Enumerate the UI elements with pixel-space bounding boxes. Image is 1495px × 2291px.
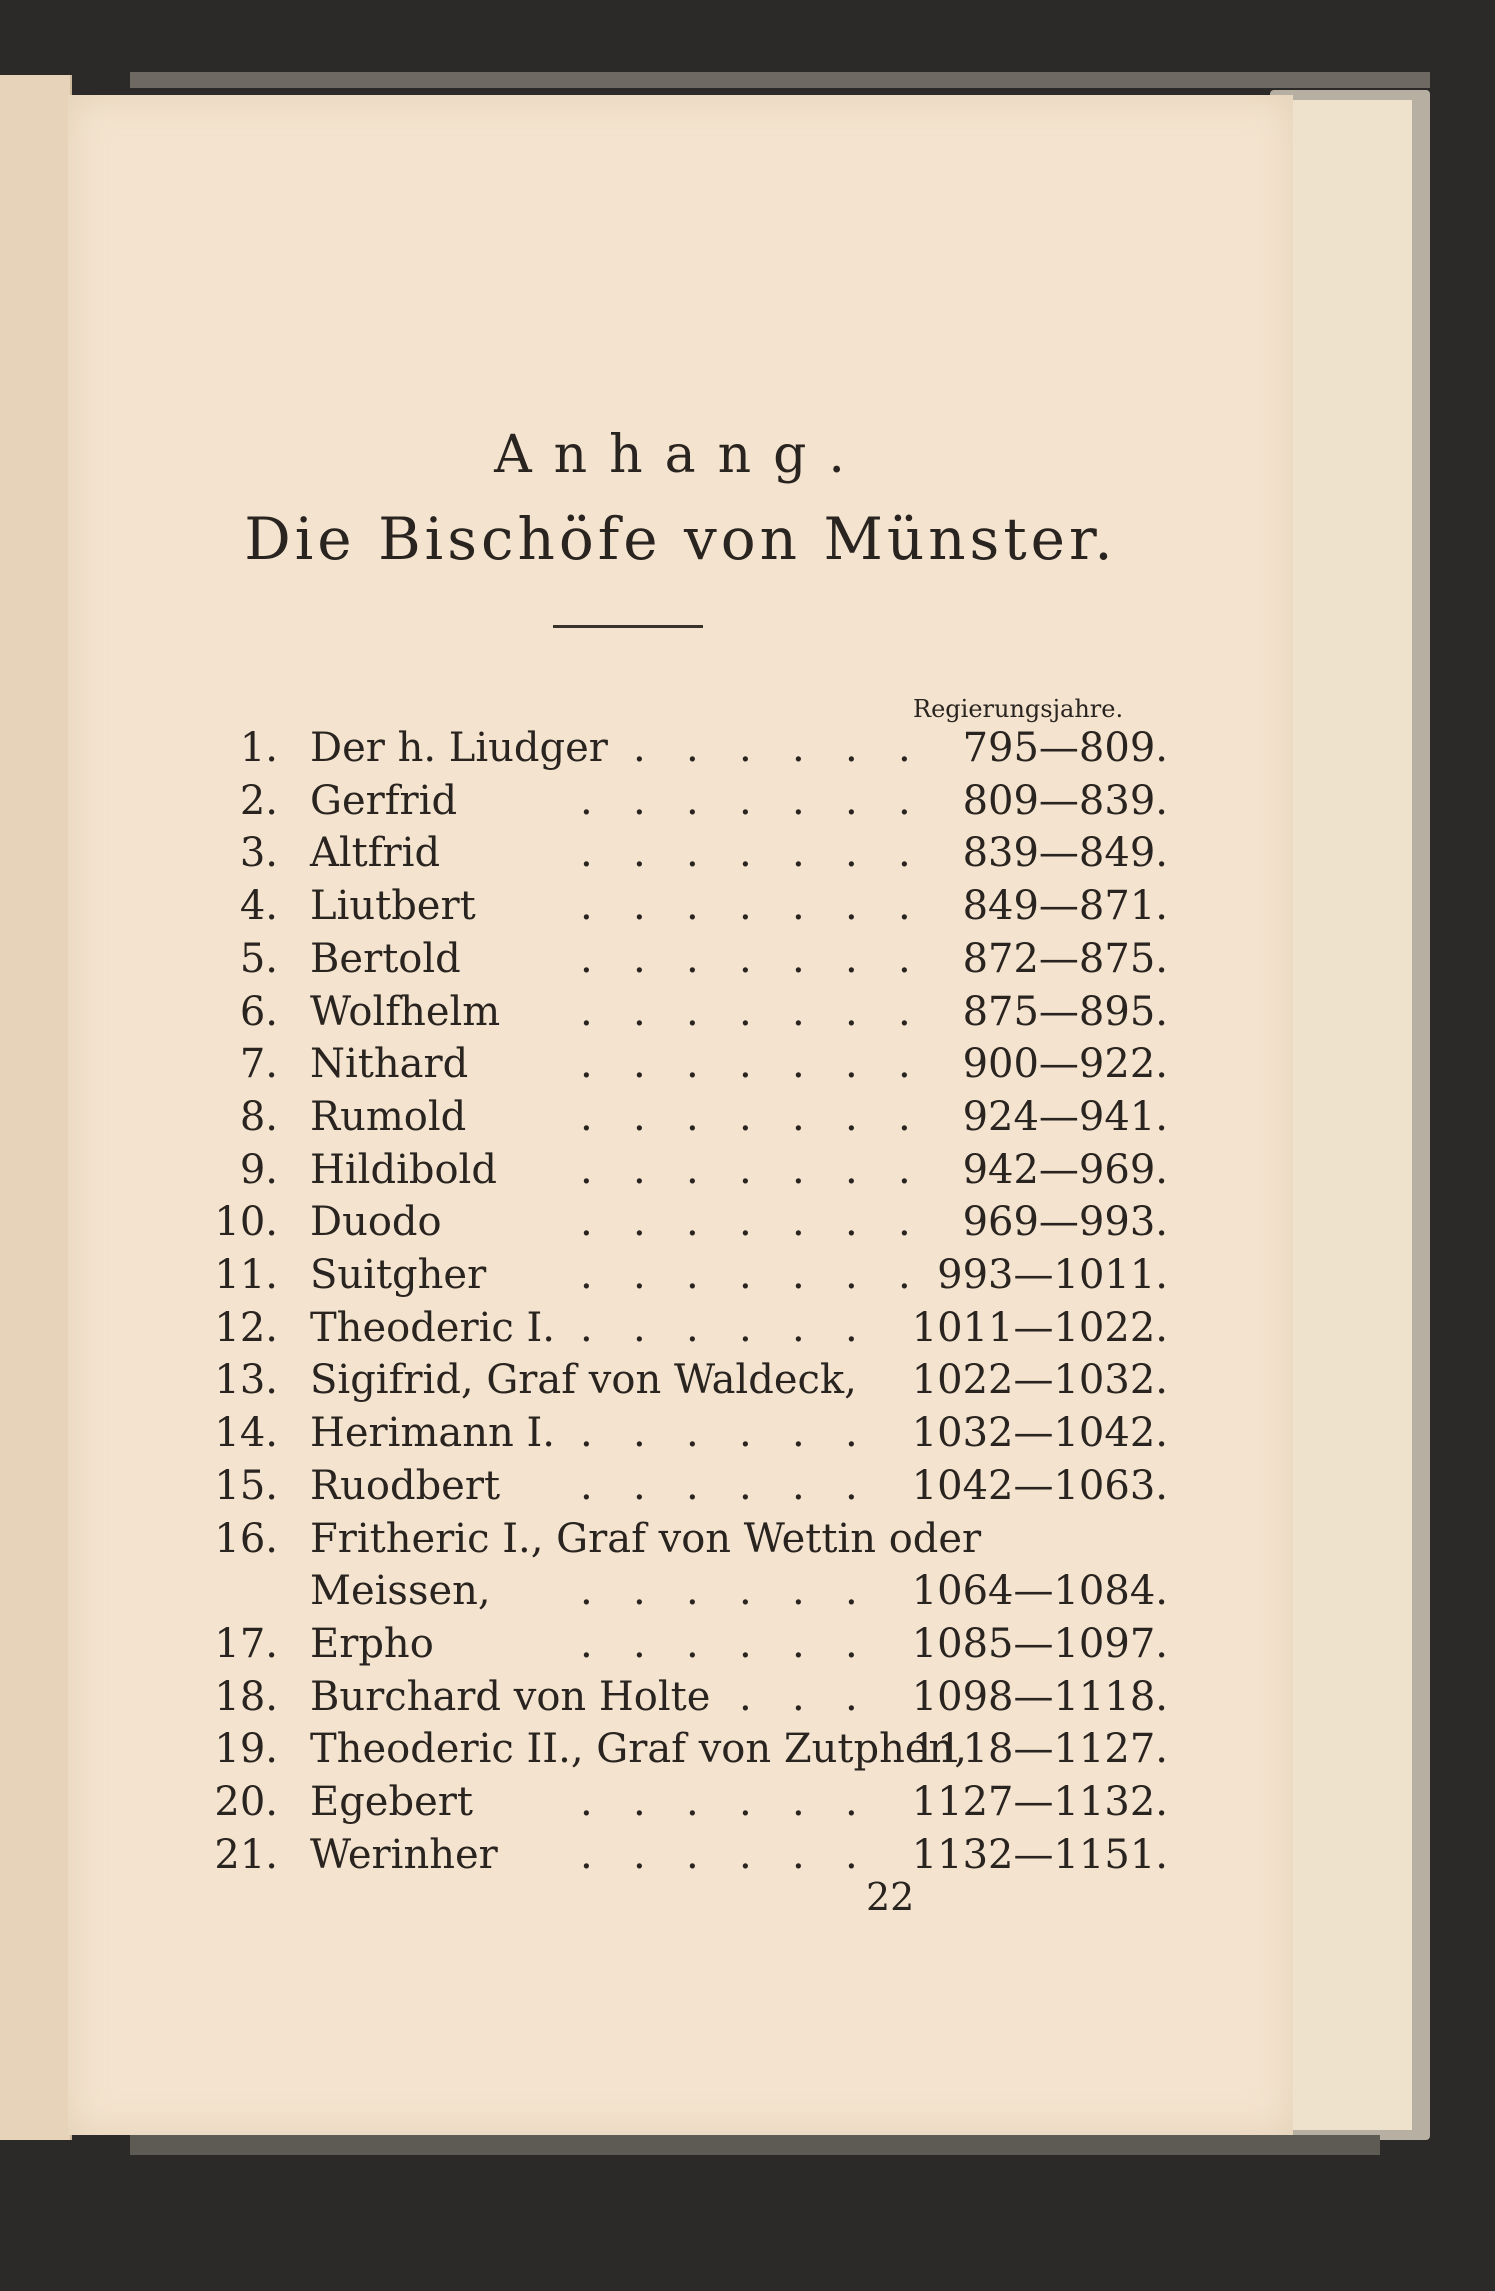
entry-name: Gerfrid xyxy=(310,777,458,824)
list-item: 12. Theoderic I. 1011—1022. . . . . . . xyxy=(148,1305,1188,1355)
book-page xyxy=(68,95,1293,2135)
list-item: 14. Herimann I. 1032—1042. . . . . . . xyxy=(148,1410,1188,1460)
entry-years: 1127—1132. xyxy=(911,1779,1168,1825)
entry-name: Herimann I. xyxy=(310,1410,555,1457)
list-item xyxy=(148,1726,1188,1776)
entry-years: 993—1011. xyxy=(937,1252,1168,1298)
list-item: 20. Egebert 1127—1132. . . . . . . xyxy=(148,1779,1188,1829)
entry-name: Burchard von Holte xyxy=(310,1673,711,1720)
page-title: Die Bischöfe von Münster. xyxy=(244,505,1117,573)
entry-years: 1064—1084. xyxy=(911,1568,1168,1615)
entry-name: Bertold xyxy=(310,935,461,982)
entry-number: 10. xyxy=(214,1199,278,1246)
entry-number: 20. xyxy=(214,1779,278,1825)
entry-number: 4. xyxy=(239,883,278,930)
list-item: 17. Erpho 1085—1097. . . . . . . xyxy=(148,1621,1188,1671)
title-divider xyxy=(553,625,703,628)
entry-years: 1118—1127. xyxy=(911,1726,1168,1773)
list-item xyxy=(148,1516,1188,1566)
entry-name: Wolfhelm xyxy=(310,988,501,1035)
entry-number: 11. xyxy=(214,1252,278,1298)
entry-number: 15. xyxy=(214,1462,278,1509)
entry-name: Rumold xyxy=(310,1093,467,1140)
entry-name: Nithard xyxy=(310,1041,469,1088)
entry-number: 12. xyxy=(214,1304,278,1351)
entry-number: 13. xyxy=(214,1357,278,1404)
entry-name: Sigifrid, Graf von Waldeck, xyxy=(310,1357,857,1404)
list-item: 9. Hildibold 942—969. . . . . . . . xyxy=(148,1147,1188,1197)
binding-bottom xyxy=(130,2135,1380,2155)
entry-name: Suitgher xyxy=(310,1252,487,1298)
entry-years: 969—993. xyxy=(962,1199,1168,1246)
list-item: 8. Rumold 924—941. . . . . . . . xyxy=(148,1094,1188,1144)
entry-years: 839—849. xyxy=(962,830,1168,877)
entry-years: 924—941. xyxy=(962,1093,1168,1140)
list-item: Meissen, 1064—1084. . . . . . . xyxy=(310,1568,1168,1615)
entry-years: 875—895. xyxy=(962,988,1168,1035)
list-item: 7. Nithard 900—922. . . . . . . . xyxy=(148,1041,1188,1091)
column-header-years: Regierungsjahre. xyxy=(913,695,1124,723)
list-item: 11. Suitgher 993—1011. . . . . . . . xyxy=(148,1252,1188,1302)
entry-name: Liutbert xyxy=(310,883,476,930)
left-page-edge xyxy=(0,75,72,2140)
entry-years: 1085—1097. xyxy=(911,1620,1168,1667)
list-item: 15. Ruodbert 1042—1063. . . . . . . xyxy=(148,1463,1188,1513)
list-item: 5. Bertold 872—875. . . . . . . . xyxy=(148,936,1188,986)
entry-name: Werinher xyxy=(310,1831,498,1878)
entry-years: 1022—1032. xyxy=(911,1357,1168,1404)
entry-years: 942—969. xyxy=(962,1146,1168,1193)
entry-name: Hildibold xyxy=(310,1146,497,1193)
entry-number: 3. xyxy=(239,830,278,877)
entry-name: Fritheric I., Graf von Wettin oder xyxy=(310,1515,982,1562)
binding-top xyxy=(130,72,1430,88)
entry-name: Meissen, xyxy=(310,1568,491,1615)
list-item: 21. Werinher 1132—1151. . . . . . . xyxy=(148,1832,1188,1882)
list-item: 2. Gerfrid 809—839. . . . . . . . xyxy=(148,778,1188,828)
entry-number: 16. xyxy=(214,1515,278,1562)
list-item: 6. Wolfhelm 875—895. . . . . . . . xyxy=(148,989,1188,1039)
entry-number: 2. xyxy=(239,777,278,824)
list-item: 1. Der h. Liudger 795—809. . . . . . . xyxy=(148,725,1188,775)
entry-number: 7. xyxy=(239,1041,278,1088)
entry-name: Erpho xyxy=(310,1620,434,1667)
entry-number: 5. xyxy=(239,935,278,982)
entry-years: 809—839. xyxy=(962,777,1168,824)
entry-years: 900—922. xyxy=(962,1041,1168,1088)
entry-years: 795—809. xyxy=(962,725,1168,771)
entry-name: Egebert xyxy=(310,1779,473,1825)
entry-number: 6. xyxy=(239,988,278,1035)
section-heading: Anhang. xyxy=(494,425,867,485)
entry-name: Duodo xyxy=(310,1199,442,1246)
entry-number: 14. xyxy=(214,1410,278,1457)
entry-name: Der h. Liudger xyxy=(310,725,608,771)
page-number: 22 xyxy=(866,1875,915,1919)
entry-number: 1. xyxy=(239,725,278,771)
entry-name: Theoderic I. xyxy=(310,1304,556,1351)
entry-number: 18. xyxy=(214,1673,278,1720)
entry-number: 19. xyxy=(214,1726,278,1773)
entry-number: 9. xyxy=(239,1146,278,1193)
entry-name: Ruodbert xyxy=(310,1462,501,1509)
list-item: 3. Altfrid 839—849. . . . . . . . xyxy=(148,830,1188,880)
entry-years: 849—871. xyxy=(962,883,1168,930)
entry-years: 1098—1118. xyxy=(911,1673,1168,1720)
entry-years: 1132—1151. xyxy=(911,1831,1168,1878)
entry-name: Altfrid xyxy=(310,830,441,877)
list-item: 4. Liutbert 849—871. . . . . . . . xyxy=(148,883,1188,933)
entry-years: 1042—1063. xyxy=(911,1462,1168,1509)
entry-name: Theoderic II., Graf von Zutphen, xyxy=(310,1726,967,1773)
entry-number: 8. xyxy=(239,1093,278,1140)
entry-number: 21. xyxy=(214,1831,278,1878)
list-item: 10. Duodo 969—993. . . . . . . . xyxy=(148,1199,1188,1249)
entry-years: 1032—1042. xyxy=(911,1410,1168,1457)
entry-number: 17. xyxy=(214,1620,278,1667)
entry-years: 1011—1022. xyxy=(911,1304,1168,1351)
list-item: 18. Burchard von Holte 1098—1118. . . . xyxy=(148,1674,1188,1724)
list-item xyxy=(148,1357,1188,1407)
entry-years: 872—875. xyxy=(962,935,1168,982)
